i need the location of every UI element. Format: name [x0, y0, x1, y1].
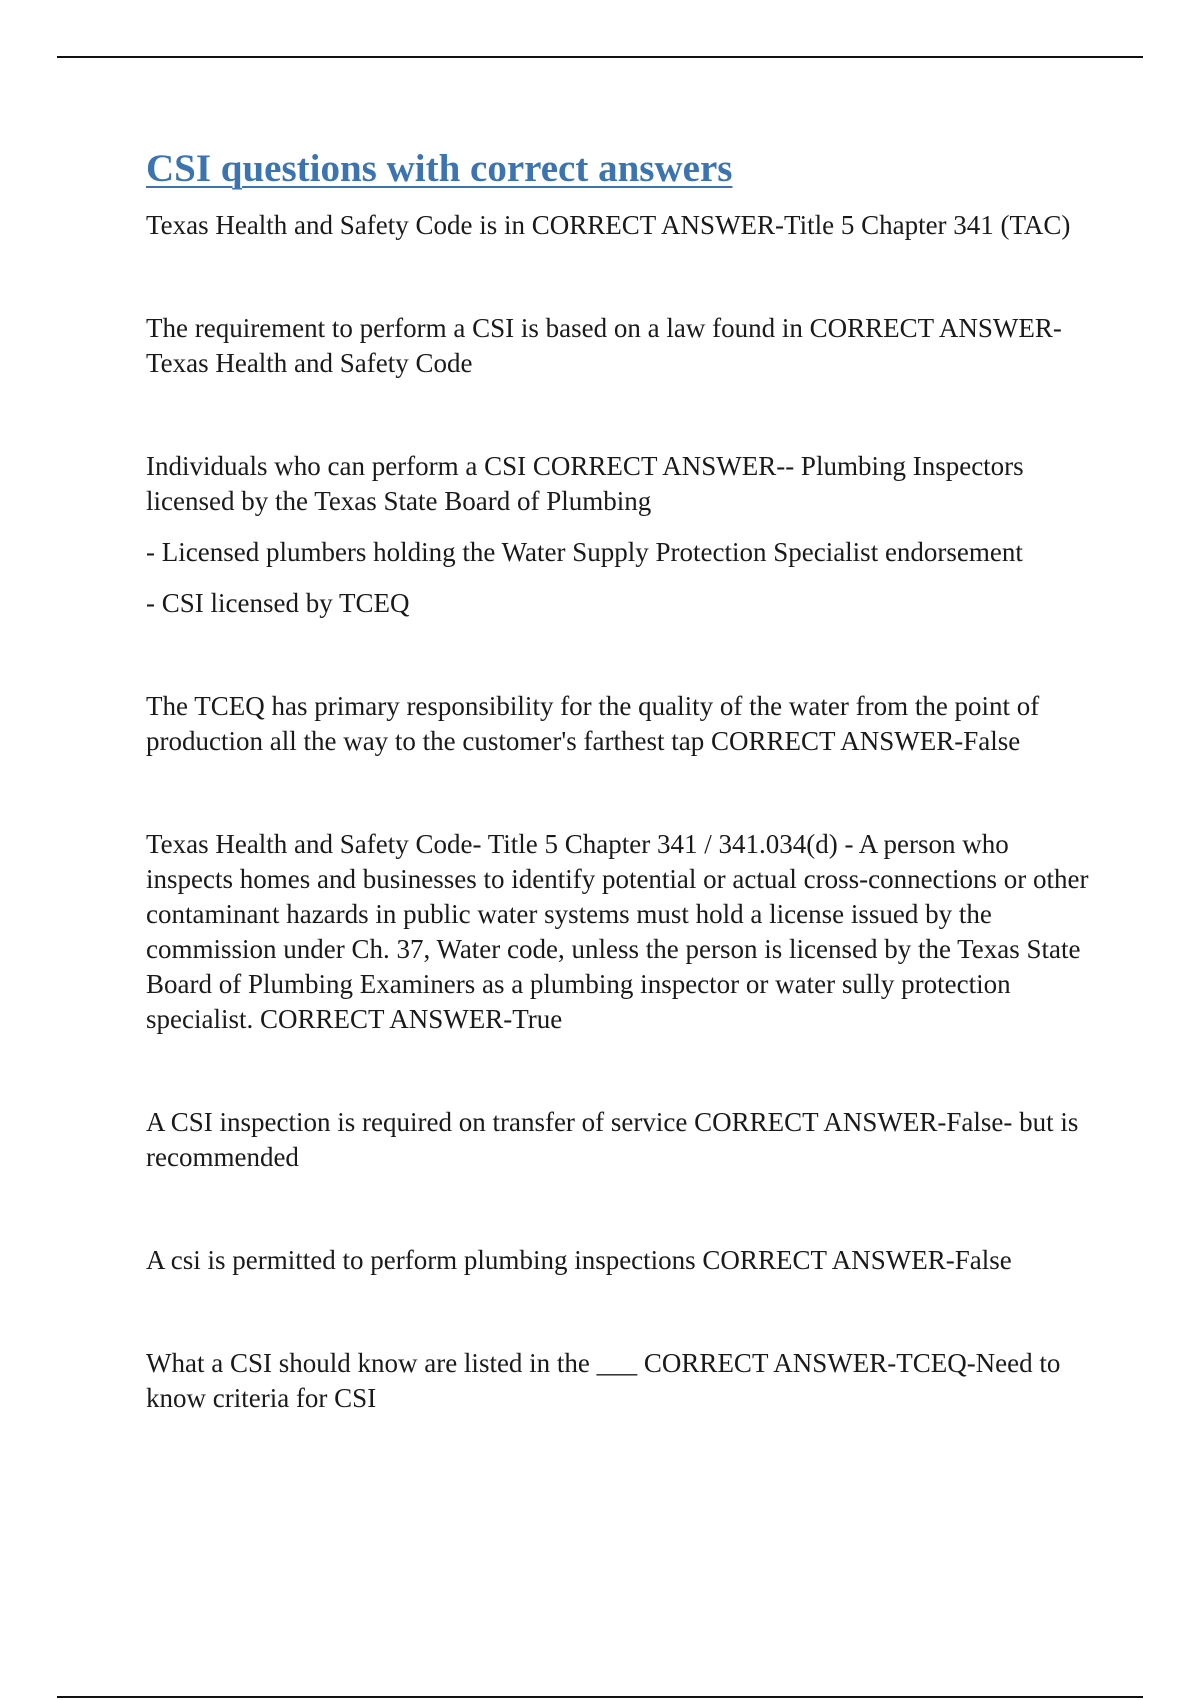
qa-item-6: A CSI inspection is required on transfer of service CORRECT ANSWER-False- but is recommended	[146, 1107, 1079, 1172]
document-title[interactable]: CSI questions with correct answers	[146, 147, 733, 190]
document-body	[146, 142, 1096, 1416]
qa-item-5: Texas Health and Safety Code- Title 5 Chapter 341 / 341.034(d) - A person who inspects homes and businesses to identify potential or actual cross-connections or other contaminant hazards in public water systems must hold a license issued by the commission under Ch. 37, Water code, unless the person is licensed by the Texas State Board of Plumbing Examiners as a plumbing inspector or water sully protection specialist. CORRECT ANSWER-True	[146, 829, 1089, 1034]
qa-item-8: What a CSI should know are listed in the ___ CORRECT ANSWER-TCEQ-Need to know criteria for CSI	[146, 1348, 1061, 1413]
qa-item-3: Individuals who can perform a CSI CORRECT ANSWER-- Plumbing Inspectors licensed by the Texas State Board of Plumbing	[146, 451, 1024, 516]
qa-item-3-bullet-1: - Licensed plumbers holding the Water Supply Protection Specialist endorsement	[146, 537, 1023, 567]
qa-item-7: A csi is permitted to perform plumbing inspections CORRECT ANSWER-False	[146, 1245, 1012, 1275]
footer-rule	[57, 1696, 1143, 1698]
qa-item-4: The TCEQ has primary responsibility for the quality of the water from the point of production all the way to the customer's farthest tap CORRECT ANSWER-False	[146, 691, 1040, 756]
qa-item-2: The requirement to perform a CSI is based on a law found in CORRECT ANSWER-Texas Health and Safety Code	[146, 313, 1062, 378]
qa-item-1: Texas Health and Safety Code is in CORRECT ANSWER-Title 5 Chapter 341 (TAC)	[146, 210, 1071, 240]
header-rule	[57, 56, 1143, 58]
qa-item-3-bullet-2: - CSI licensed by TCEQ	[146, 588, 410, 618]
